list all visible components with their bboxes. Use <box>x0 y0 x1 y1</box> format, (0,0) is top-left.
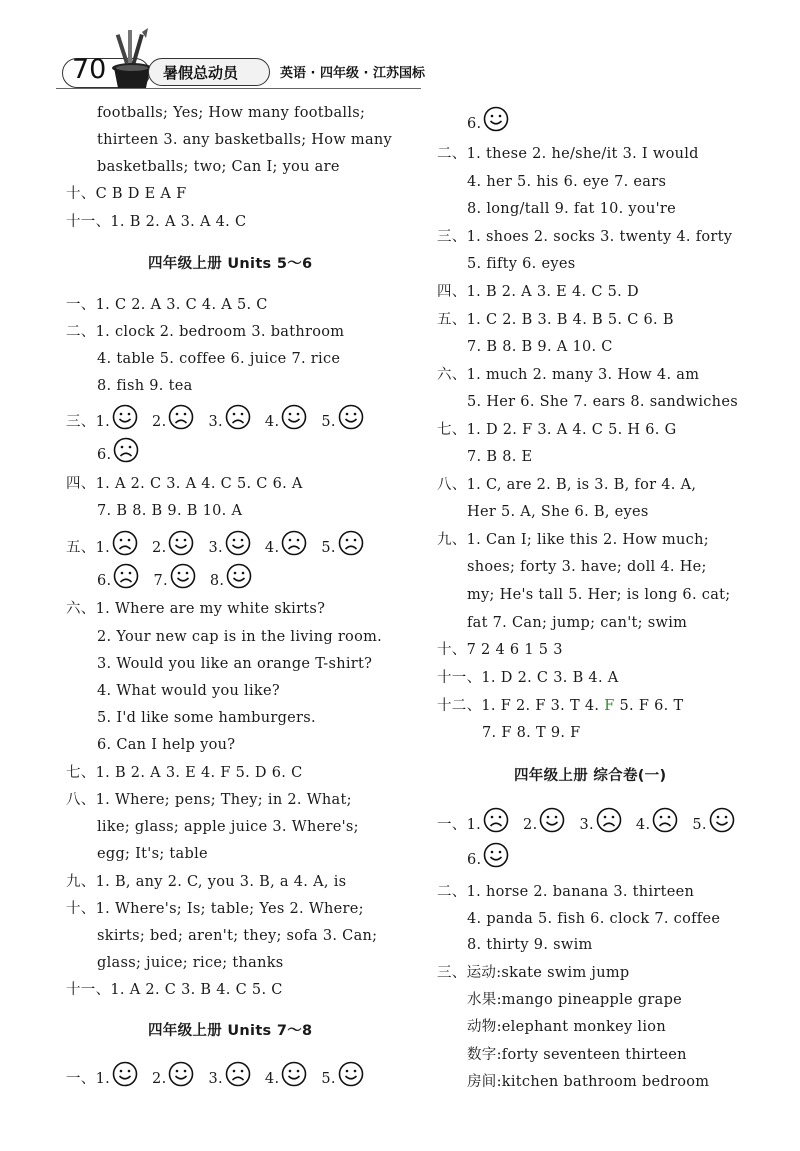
item-label: 2. <box>152 1071 167 1087</box>
answer-line: 三、运动:skate swim jump <box>437 965 630 981</box>
face-row <box>437 807 737 843</box>
answer-line: 8. long/tall 9. fat 10. you're <box>467 201 676 217</box>
smiley-face-icon <box>483 842 509 878</box>
sad-face-icon <box>652 807 678 843</box>
smiley-face-icon <box>281 404 307 440</box>
item-label: 6. <box>97 447 112 463</box>
header-rule <box>56 88 421 89</box>
answer-line: 一、1. C 2. A 3. C 4. A 5. C <box>66 297 268 313</box>
face-row <box>97 563 254 599</box>
subject-tag: 英语 · 四年级 · 江苏国标 <box>280 66 425 81</box>
smiley-face-icon <box>483 106 509 142</box>
answer-line: 房间:kitchen bathroom bedroom <box>467 1074 710 1090</box>
answer-line: fat 7. Can; jump; can't; swim <box>467 615 688 631</box>
face-row <box>467 842 511 878</box>
answer-line: 十、7 2 4 6 1 5 3 <box>437 642 563 658</box>
answer-line: 8. thirty 9. swim <box>467 937 593 953</box>
answer-line: 8. fish 9. tea <box>97 378 193 394</box>
section-heading: 四年级上册 Units 7～8 <box>148 1023 313 1039</box>
answer-line: 二、1. these 2. he/she/it 3. I would <box>437 146 699 162</box>
item-label: 5. <box>321 414 336 430</box>
face-row <box>97 437 141 473</box>
item-label: 7. <box>153 573 168 589</box>
item-label: 5. <box>321 540 336 556</box>
highlight-answer: F <box>604 698 615 714</box>
answer-line: 7. B 8. B 9. B 10. A <box>97 503 243 519</box>
sad-face-icon <box>225 1061 251 1097</box>
face-row <box>467 106 511 142</box>
smiley-face-icon <box>281 1061 307 1097</box>
answer-line: 十一、1. B 2. A 3. A 4. C <box>66 214 247 230</box>
answer-line: Her 5. A, She 6. B, eyes <box>467 504 649 520</box>
answer-line: 6. Can I help you? <box>97 737 236 753</box>
smiley-face-icon <box>338 1061 364 1097</box>
smiley-face-icon <box>539 807 565 843</box>
section-heading: 四年级上册 综合卷(一) <box>514 768 667 784</box>
face-row <box>66 404 366 440</box>
item-label: 6. <box>467 852 482 868</box>
answer-line: 五、1. C 2. B 3. B 4. B 5. C 6. B <box>437 312 674 328</box>
smiley-face-icon <box>225 530 251 566</box>
item-prefix: 五、 <box>66 540 96 556</box>
answer-line: 7. B 8. E <box>467 449 533 465</box>
item-label: 3. <box>208 540 223 556</box>
answer-line: 二、1. horse 2. banana 3. thirteen <box>437 884 695 900</box>
answer-line: egg; It's; table <box>97 846 208 862</box>
answer-line: 十一、1. A 2. C 3. B 4. C 5. C <box>66 982 283 998</box>
sad-face-icon <box>168 404 194 440</box>
item-label: 1. <box>95 1071 111 1087</box>
answer-line: thirteen 3. any basketballs; How many <box>97 132 393 148</box>
sad-face-icon <box>225 404 251 440</box>
answer-line: 七、1. D 2. F 3. A 4. C 5. H 6. G <box>437 422 677 438</box>
item-label: 2. <box>152 414 167 430</box>
page-number: 70 <box>72 54 107 85</box>
item-label: 5. <box>321 1071 336 1087</box>
answer-line: glass; juice; rice; thanks <box>97 955 284 971</box>
sad-face-icon <box>113 437 139 473</box>
answer-line: 4. table 5. coffee 6. juice 7. rice <box>97 351 341 367</box>
smiley-face-icon <box>112 1061 138 1097</box>
answer-line: 5. I'd like some hamburgers. <box>97 710 316 726</box>
answer-line: 四、1. B 2. A 3. E 4. C 5. D <box>437 284 639 300</box>
smiley-face-icon <box>338 404 364 440</box>
smiley-face-icon <box>170 563 196 599</box>
answer-line: 十、1. Where's; Is; table; Yes 2. Where; <box>66 901 364 917</box>
item-prefix: 三、 <box>66 414 96 430</box>
answer-line: 7. F 8. T 9. F <box>482 725 581 741</box>
answer-line: 十二、1. F 2. F 3. T 4. F 5. F 6. T <box>437 698 684 714</box>
sad-face-icon <box>113 563 139 599</box>
answer-line: 十一、1. D 2. C 3. B 4. A <box>437 670 619 686</box>
item-label: 4. <box>264 1071 280 1087</box>
answer-line: 7. B 8. B 9. A 10. C <box>467 339 613 355</box>
item-label: 1. <box>466 817 482 833</box>
item-prefix: 一、 <box>437 817 467 833</box>
smiley-face-icon <box>168 1061 194 1097</box>
answer-line: 十、C B D E A F <box>66 186 187 202</box>
answer-line: 4. panda 5. fish 6. clock 7. coffee <box>467 911 721 927</box>
item-label: 1. <box>95 540 111 556</box>
answer-line: 3. Would you like an orange T-shirt? <box>97 656 373 672</box>
page-header <box>56 22 426 90</box>
item-label: 2. <box>523 817 538 833</box>
answer-line: 4. her 5. his 6. eye 7. ears <box>467 174 667 190</box>
sad-face-icon <box>596 807 622 843</box>
answer-line: 5. Her 6. She 7. ears 8. sandwiches <box>467 394 738 410</box>
answer-line: skirts; bed; aren't; they; sofa 3. Can; <box>97 928 378 944</box>
sad-face-icon <box>338 530 364 566</box>
item-label: 3. <box>208 414 223 430</box>
item-label: 1. <box>95 414 111 430</box>
answer-line: like; glass; apple juice 3. Where's; <box>97 819 359 835</box>
item-label: 8. <box>209 573 225 589</box>
answer-line: basketballs; two; Can I; you are <box>97 159 340 175</box>
item-prefix: 一、 <box>66 1071 96 1087</box>
smiley-face-icon <box>112 404 138 440</box>
item-label: 3. <box>208 1071 223 1087</box>
book-title-tag: 暑假总动员 <box>148 58 270 86</box>
answer-line: my; He's tall 5. Her; is long 6. cat; <box>467 587 731 603</box>
item-label: 4. <box>635 817 651 833</box>
answer-line: 动物:elephant monkey lion <box>467 1019 666 1035</box>
answer-line: 六、1. much 2. many 3. How 4. am <box>437 367 700 383</box>
item-label: 5. <box>692 817 707 833</box>
answer-line: 四、1. A 2. C 3. A 4. C 5. C 6. A <box>66 476 303 492</box>
answer-line: 5. fifty 6. eyes <box>467 256 576 272</box>
item-label: 4. <box>264 414 280 430</box>
answer-line: 六、1. Where are my white skirts? <box>66 601 326 617</box>
item-label: 3. <box>579 817 594 833</box>
answer-line: 二、1. clock 2. bedroom 3. bathroom <box>66 324 345 340</box>
answer-line: shoes; forty 3. have; doll 4. He; <box>467 559 707 575</box>
section-heading: 四年级上册 Units 5～6 <box>148 256 313 272</box>
smiley-face-icon <box>709 807 735 843</box>
answer-line: 七、1. B 2. A 3. E 4. F 5. D 6. C <box>66 765 303 781</box>
sad-face-icon <box>281 530 307 566</box>
answer-line: 九、1. B, any 2. C, you 3. B, a 4. A, is <box>66 874 347 890</box>
item-label: 6. <box>467 116 482 132</box>
answer-line: 数字:forty seventeen thirteen <box>467 1047 687 1063</box>
answer-line: 水果:mango pineapple grape <box>467 992 683 1008</box>
item-label: 6. <box>97 573 112 589</box>
face-row <box>66 1061 366 1097</box>
answer-line: 八、1. Where; pens; They; in 2. What; <box>66 792 352 808</box>
answer-line: 2. Your new cap is in the living room. <box>97 629 383 645</box>
item-label: 2. <box>152 540 167 556</box>
smiley-face-icon <box>226 563 252 599</box>
answer-line: 三、1. shoes 2. socks 3. twenty 4. forty <box>437 229 733 245</box>
sad-face-icon <box>112 530 138 566</box>
answer-line: 八、1. C, are 2. B, is 3. B, for 4. A, <box>437 477 697 493</box>
answer-line: 九、1. Can I; like this 2. How much; <box>437 532 709 548</box>
answer-line: footballs; Yes; How many footballs; <box>97 105 366 121</box>
sad-face-icon <box>483 807 509 843</box>
answer-line: 4. What would you like? <box>97 683 280 699</box>
face-row <box>66 530 366 566</box>
smiley-face-icon <box>168 530 194 566</box>
item-label: 4. <box>264 540 280 556</box>
